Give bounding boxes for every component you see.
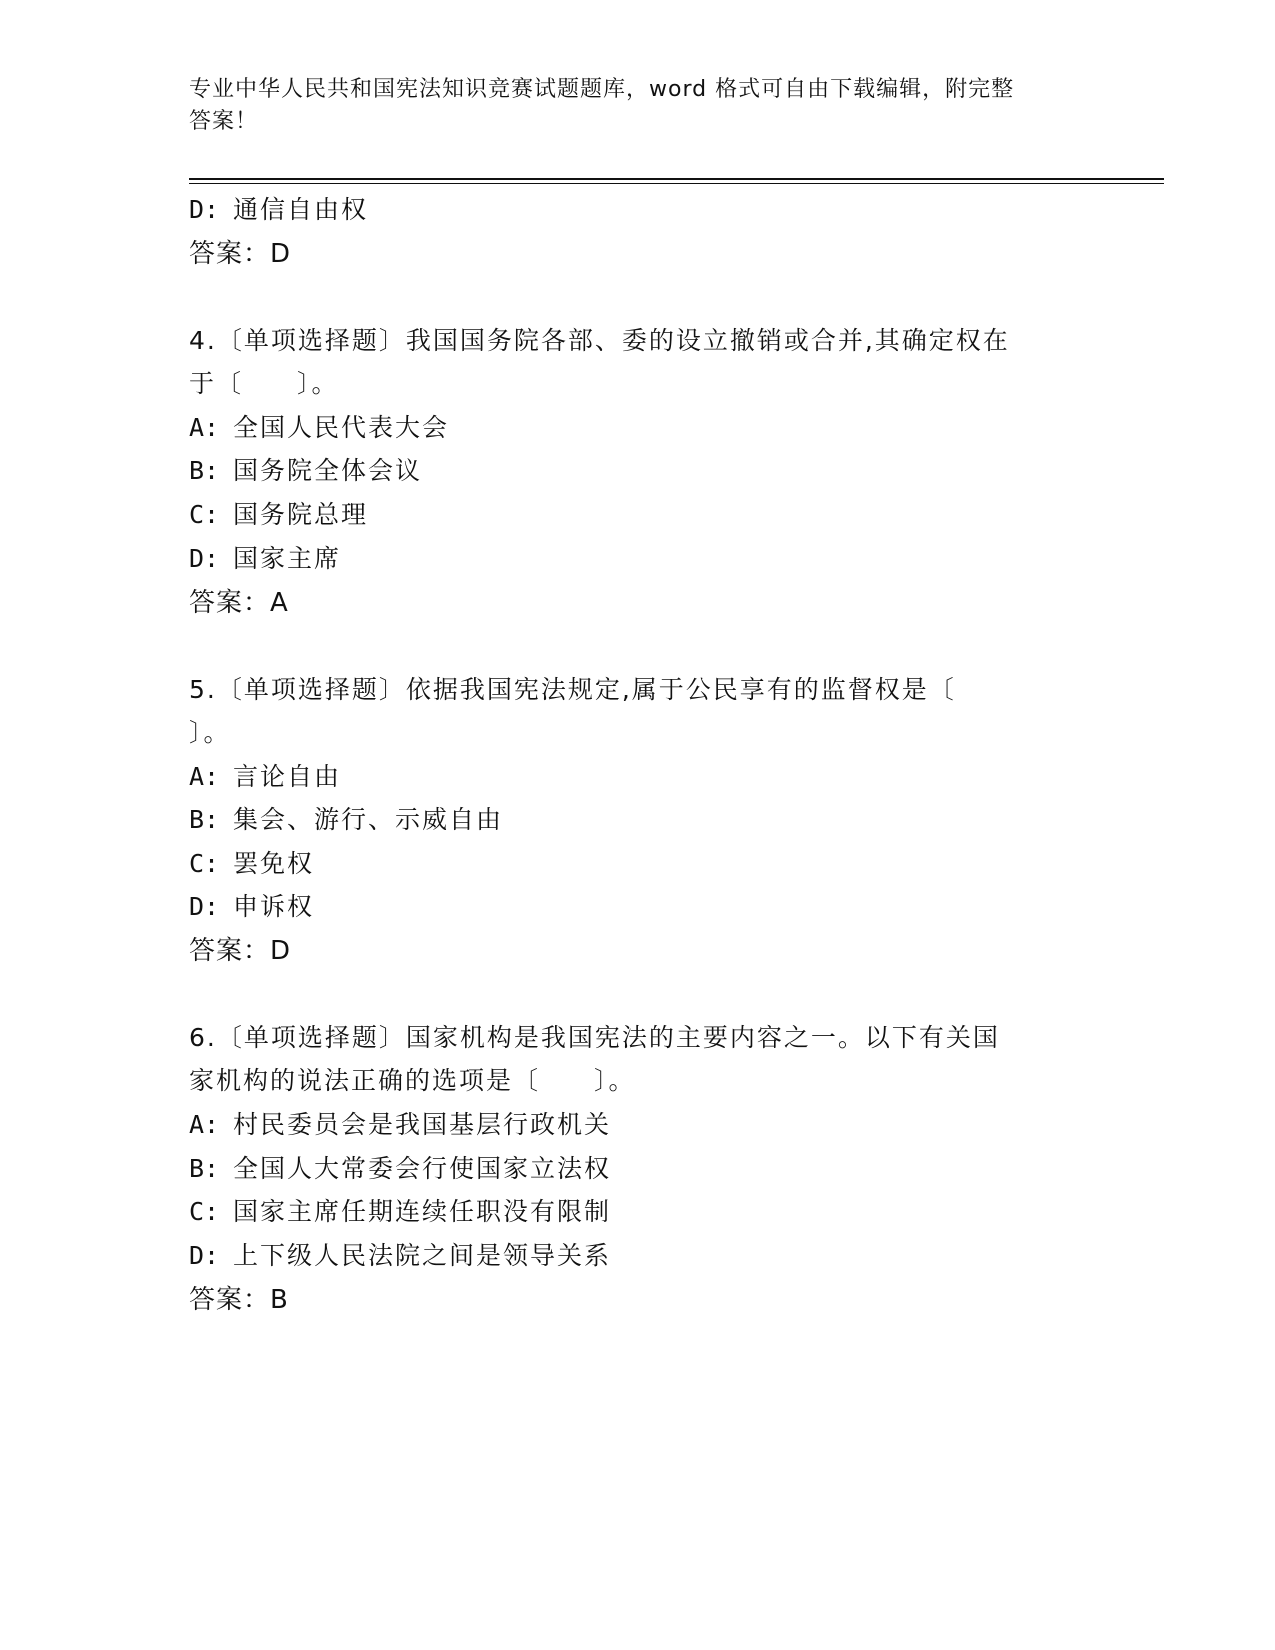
document-header	[189, 74, 1069, 138]
header-rule-thin	[189, 183, 1164, 184]
option-letter: C:	[189, 849, 220, 878]
q3-answer: 答案：D	[189, 239, 292, 269]
q6-option-c	[189, 1194, 611, 1230]
option-text: 全国人大常委会行使国家立法权	[233, 1154, 612, 1183]
q6-stem-line-2: 家机构的说法正确的选项是〔 〕。	[189, 1066, 636, 1095]
q5-option-b	[189, 802, 503, 838]
q5-stem-line-1: 5.〔单项选择题〕依据我国宪法规定,属于公民享有的监督权是〔	[189, 675, 956, 704]
option-letter: D:	[189, 195, 220, 224]
q5-answer: 答案：D	[189, 936, 292, 966]
q5-option-d	[189, 889, 314, 925]
q6-answer: 答案：B	[189, 1285, 289, 1315]
option-letter: B:	[189, 805, 220, 834]
option-letter: D:	[189, 892, 220, 921]
option-text: 集会、游行、示威自由	[233, 805, 504, 834]
q4-option-a	[189, 410, 449, 446]
q4-option-c	[189, 497, 368, 533]
option-text: 通信自由权	[233, 195, 369, 224]
option-text: 国家主席任期连续任职没有限制	[233, 1197, 612, 1226]
header-line-1: 专业中华人民共和国宪法知识竞赛试题题库，word 格式可自由下载编辑，附完整	[189, 77, 1015, 102]
option-text: 国务院全体会议	[233, 456, 423, 485]
option-letter: A:	[189, 413, 220, 442]
option-letter: B:	[189, 456, 220, 485]
option-text: 全国人民代表大会	[233, 413, 450, 442]
option-letter: A:	[189, 762, 220, 791]
q6-stem-line-1: 6.〔单项选择题〕国家机构是我国宪法的主要内容之一。以下有关国	[189, 1023, 1000, 1052]
q4-stem-line-2: 于〔 〕。	[189, 369, 339, 398]
option-text: 村民委员会是我国基层行政机关	[233, 1110, 612, 1139]
header-line-2: 答案！	[189, 109, 259, 134]
q5-option-c	[189, 846, 314, 882]
q6-option-a	[189, 1107, 611, 1143]
option-letter: B:	[189, 1154, 220, 1183]
q3-option-d	[189, 192, 368, 228]
q4-option-d	[189, 541, 341, 577]
option-text: 申诉权	[233, 892, 315, 921]
option-letter: A:	[189, 1110, 220, 1139]
option-text: 言论自由	[233, 762, 342, 791]
q5-stem-line-2: 〕。	[189, 718, 231, 747]
q4-answer: 答案：A	[189, 588, 289, 618]
option-text: 上下级人民法院之间是领导关系	[233, 1241, 612, 1270]
q6-option-d	[189, 1238, 611, 1274]
header-rule-thick	[189, 178, 1164, 180]
option-letter: C:	[189, 1197, 220, 1226]
option-letter: D:	[189, 544, 220, 573]
q4-option-b	[189, 453, 422, 489]
option-text: 国务院总理	[233, 500, 369, 529]
q4-stem-line-1: 4.〔单项选择题〕我国国务院各部、委的设立撤销或合并,其确定权在	[189, 326, 1010, 355]
q5-option-a	[189, 759, 341, 795]
option-text: 罢免权	[233, 849, 315, 878]
option-text: 国家主席	[233, 544, 342, 573]
option-letter: C:	[189, 500, 220, 529]
q6-option-b	[189, 1151, 611, 1187]
option-letter: D:	[189, 1241, 220, 1270]
